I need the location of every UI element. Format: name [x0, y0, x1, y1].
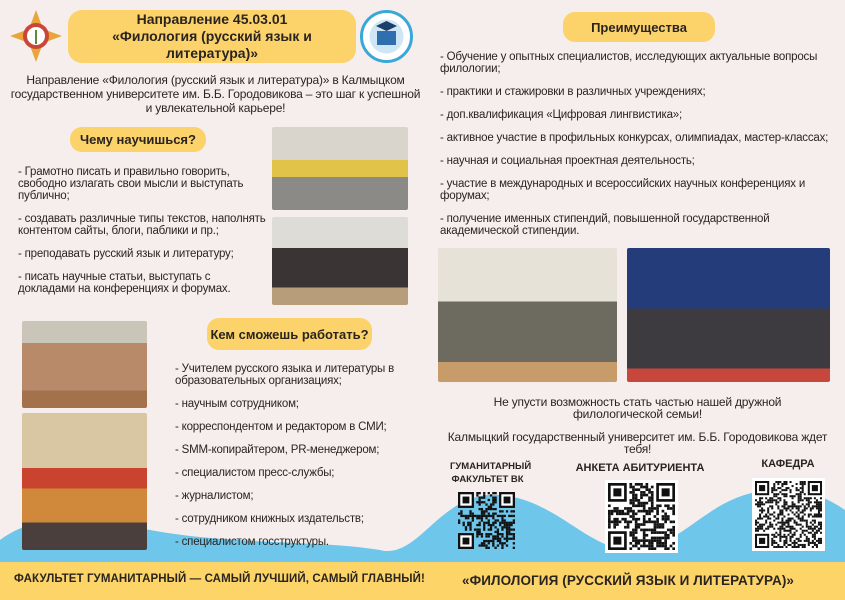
list-item: - преподавать русский язык и литературу; — [18, 248, 234, 260]
learn-list — [18, 166, 268, 306]
list-item: - получение именных стипендий, повышенной государственной академической стипендии. — [440, 213, 770, 237]
dept-qr-label: КАФЕДРА — [761, 458, 815, 470]
form-qr-label: АНКЕТА АБИТУРИЕНТА — [575, 462, 705, 474]
advantages-list — [440, 51, 835, 248]
list-item: - писать научные статьи, выступать с докладами на конференциях и форумах. — [18, 271, 231, 295]
dept-qr-code[interactable] — [752, 478, 825, 551]
photo-students-at-table — [272, 127, 408, 210]
advantages-heading: Преимущества — [563, 12, 715, 42]
university-logo — [360, 10, 413, 63]
list-item: - Обучение у опытных специалистов, исследующих актуальные вопросы филологии; — [440, 51, 818, 75]
photo-group-classroom — [272, 217, 408, 305]
list-item: - SMM-копирайтером, PR-менеджером; — [175, 444, 380, 456]
call-to-action: Не упусти возможность стать частью нашей дружной филологической семьи! — [493, 395, 782, 421]
list-item: - Учителем русского языка и литературы в образовательных организациях; — [175, 363, 395, 387]
list-item: - специалистом госструктуры. — [175, 536, 329, 548]
list-item: - доп.квалификация «Цифровая лингвистика»; — [440, 109, 682, 121]
list-item: - активное участие в профильных конкурсах, олимпиадах, мастер-классах; — [440, 132, 829, 144]
work-list — [175, 363, 410, 559]
list-item: - создавать различные типы текстов, наполнять контентом сайты, блоги, паблики и пр.; — [18, 213, 266, 237]
vk-qr-label: ГУМАНИТАРНЫЙ ФАКУЛЬТЕТ ВК — [450, 461, 532, 485]
form-qr-code[interactable] — [605, 480, 678, 553]
footer-slogan: ФАКУЛЬТЕТ ГУМАНИТАРНЫЙ — САМЫЙ ЛУЧШИЙ, САМЫЙ ГЛАВНЫЙ! — [14, 573, 425, 585]
photo-stage-group — [627, 248, 830, 382]
photo-students-game — [22, 413, 147, 550]
photo-teachers-group — [22, 321, 147, 408]
list-item: - Грамотно писать и правильно говорить, свободно излагать свои мысли и выступать публично; — [18, 166, 244, 202]
footer-program: «ФИЛОЛОГИЯ (РУССКИЙ ЯЗЫК И ЛИТЕРАТУРА)» — [462, 573, 795, 588]
list-item: - научная и социальная проектная деятельность; — [440, 155, 695, 167]
photo-award-ceremony — [438, 248, 617, 382]
vk-qr-code[interactable] — [455, 489, 518, 552]
list-item: - сотрудником книжных издательств; — [175, 513, 364, 525]
list-item: - специалистом пресс-службы; — [175, 467, 335, 479]
program-name: «Филология (русский язык и литература)» — [112, 28, 312, 61]
list-item: - участие в международных и всероссийских научных конференциях и форумах; — [440, 178, 806, 202]
list-item: - журналистом; — [175, 490, 254, 502]
list-item: - практики и стажировки в различных учреждениях; — [440, 86, 706, 98]
list-item: - корреспондентом и редактором в СМИ; — [175, 421, 387, 433]
list-item: - научным сотрудником; — [175, 398, 299, 410]
program-code: Направление 45.03.01 — [136, 11, 288, 27]
learn-heading: Чему научишься? — [70, 127, 206, 152]
intro-text: Направление «Филология (русский язык и литература)» в Калмыцком государственном университете им. Б.Б. Городовикова – это шаг к успешной и увлекательной карьере! — [10, 73, 421, 115]
faculty-logo — [10, 10, 62, 62]
work-heading: Кем сможешь работать? — [207, 318, 372, 350]
program-title — [68, 10, 356, 63]
university-invite: Калмыцкий государственный университет им. Б.Б. Городовикова ждет тебя! — [447, 430, 828, 456]
